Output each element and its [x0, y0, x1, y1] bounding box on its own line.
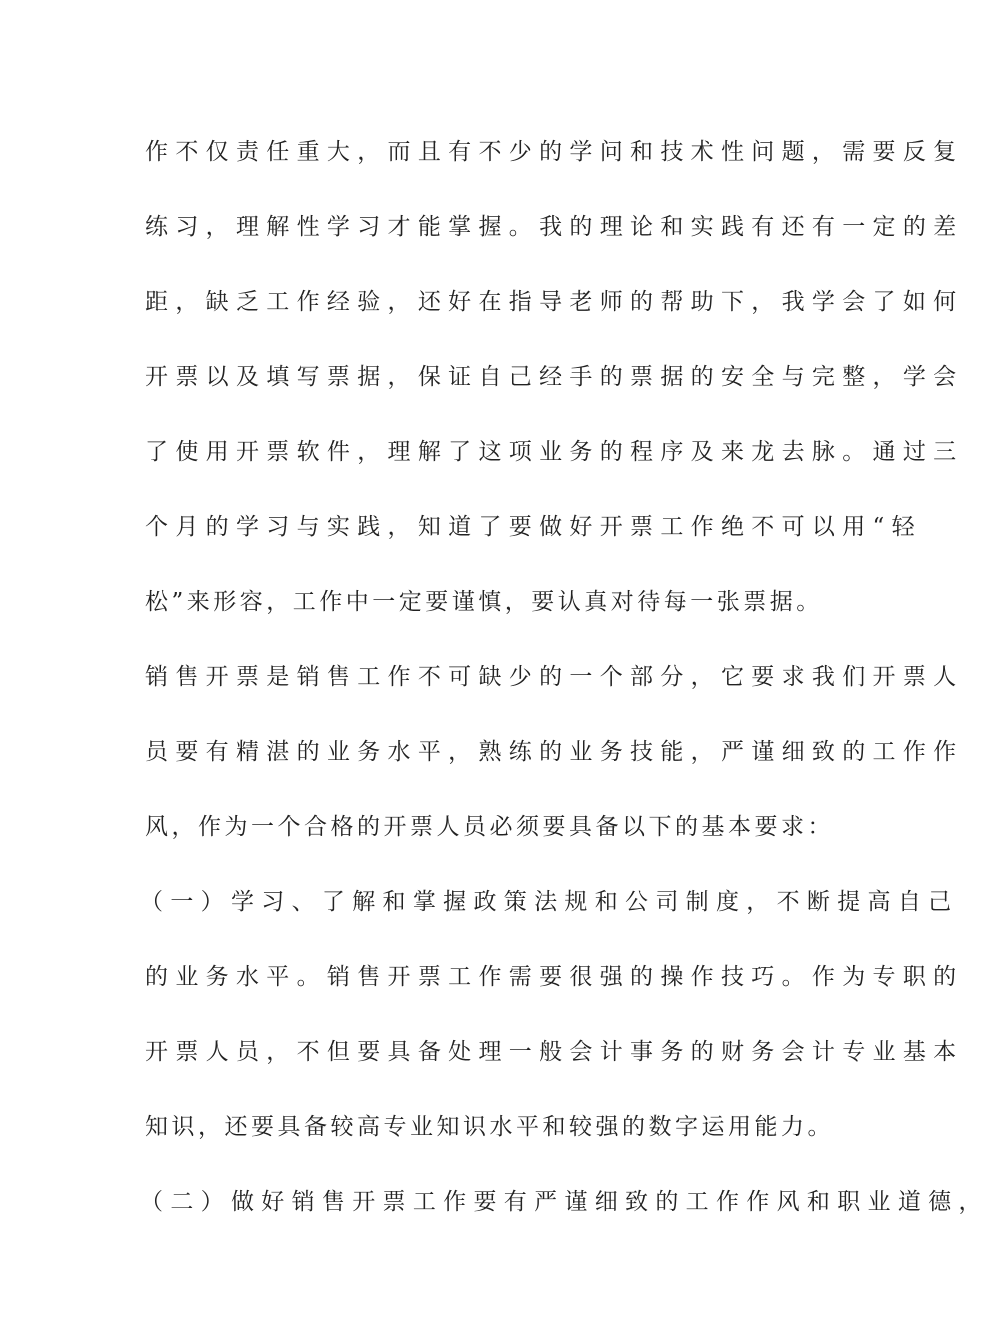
text-line: 知识，还要具备较高专业知识水平和较强的数字运用能力。 [145, 1114, 834, 1140]
text-line: 开 票 人 员 ， 不 但 要 具 备 处 理 一 般 会 计 事 务 的 财 务 会 计 专 业 基 本 [145, 1039, 957, 1065]
text-line: 距 ， 缺 乏 工 作 经 验 ， 还 好 在 指 导 老 师 的 帮 助 下 ， 我 学 会 了 如 何 [145, 289, 957, 315]
text-line: 开 票 以 及 填 写 票 据 ， 保 证 自 己 经 手 的 票 据 的 安 全 与 完 整 ， 学 会 [145, 364, 957, 390]
text-line: 风，作为一个合格的开票人员必须要具备以下的基本要求： [145, 814, 834, 840]
text-line: 个 月 的 学 习 与 实 践 ， 知 道 了 要 做 好 开 票 工 作 绝 不 可 以 用 “ 轻 [145, 514, 915, 540]
text-line: 销 售 开 票 是 销 售 工 作 不 可 缺 少 的 一 个 部 分 ， 它 要 求 我 们 开 票 人 [145, 664, 957, 690]
text-line: 松”来形容，工作中一定要谨慎，要认真对待每一张票据。 [145, 589, 823, 615]
text-line: （ 一 ） 学 习 、 了 解 和 掌 握 政 策 法 规 和 公 司 制 度 ， 不 断 提 高 自 己 [140, 889, 952, 915]
text-line: 作 不 仅 责 任 重 大 ， 而 且 有 不 少 的 学 问 和 技 术 性 问 题 ， 需 要 反 复 [145, 139, 957, 165]
text-line: 练 习 ， 理 解 性 学 习 才 能 掌 握 。 我 的 理 论 和 实 践 有 还 有 一 定 的 差 [145, 214, 957, 240]
text-line: （ 二 ） 做 好 销 售 开 票 工 作 要 有 严 谨 细 致 的 工 作 作 风 和 职 业 道 德 ， [140, 1189, 981, 1215]
text-line: 员 要 有 精 湛 的 业 务 水 平 ， 熟 练 的 业 务 技 能 ， 严 谨 细 致 的 工 作 作 [145, 739, 957, 765]
text-line: 了 使 用 开 票 软 件 ， 理 解 了 这 项 业 务 的 程 序 及 来 龙 去 脉 。 通 过 三 [145, 439, 957, 465]
text-line: 的 业 务 水 平 。 销 售 开 票 工 作 需 要 很 强 的 操 作 技 巧 。 作 为 专 职 的 [145, 964, 957, 990]
